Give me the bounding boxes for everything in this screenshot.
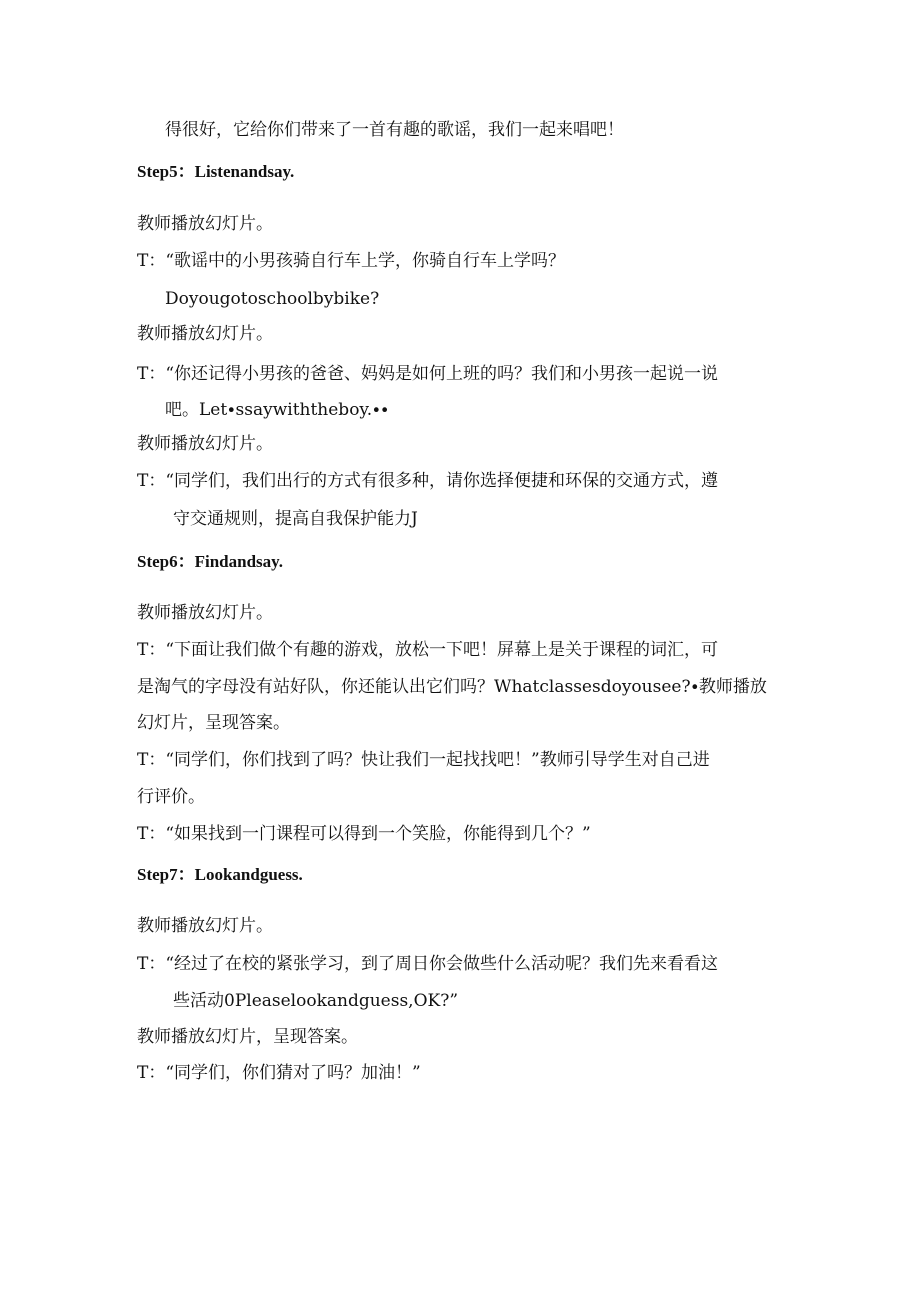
paragraph-line: T：“同学们，我们出行的方式有很多种，请你选择便捷和环保的交通方式，遵 [137, 471, 719, 491]
paragraph-line: 守交通规则，提高自我保护能力J [173, 509, 418, 529]
paragraph-line: 教师播放幻灯片。 [137, 603, 273, 623]
paragraph-line: 是淘气的字母没有站好队，你还能认出它们吗？Whatclassesdoyousee?∙教师播放 [137, 677, 767, 697]
paragraph-line: 教师播放幻灯片。 [137, 324, 273, 344]
step5-heading: Step5：Listenandsay. [137, 162, 295, 181]
paragraph-line: 教师播放幻灯片。 [137, 916, 273, 936]
paragraph-line: 行评价。 [137, 787, 205, 807]
paragraph-line: T：“你还记得小男孩的爸爸、妈妈是如何上班的吗？我们和小男孩一起说一说 [137, 364, 719, 384]
paragraph-line: 教师播放幻灯片。 [137, 434, 273, 454]
paragraph-line: 些活动0Pleaselookandguess,OK?” [173, 991, 459, 1011]
paragraph-line: T：“同学们，你们猜对了吗？加油！” [137, 1063, 421, 1083]
paragraph-line: 得很好，它给你们带来了一首有趣的歌谣，我们一起来唱吧！ [165, 120, 624, 140]
paragraph-line: 教师播放幻灯片，呈现答案。 [137, 1027, 358, 1047]
paragraph-line: Doyougotoschoolbybike? [165, 289, 380, 309]
paragraph-line: T：“同学们，你们找到了吗？快让我们一起找找吧！”教师引导学生对自己进 [137, 750, 710, 770]
paragraph-line: T：“下面让我们做个有趣的游戏，放松一下吧！屏幕上是关于课程的词汇，可 [137, 640, 719, 660]
paragraph-line: T：“如果找到一门课程可以得到一个笑脸，你能得到几个？” [137, 824, 591, 844]
paragraph-line: 幻灯片，呈现答案。 [137, 713, 290, 733]
paragraph-line: 吧。Let∙ssaywiththeboy.∙∙ [165, 400, 389, 420]
step6-heading: Step6：Findandsay. [137, 552, 283, 571]
paragraph-line: 教师播放幻灯片。 [137, 214, 273, 234]
paragraph-line: T：“经过了在校的紧张学习，到了周日你会做些什么活动呢？我们先来看看这 [137, 954, 719, 974]
step7-heading: Step7：Lookandguess. [137, 865, 303, 884]
paragraph-line: T：“歌谣中的小男孩骑自行车上学，你骑自行车上学吗？ [137, 251, 566, 271]
